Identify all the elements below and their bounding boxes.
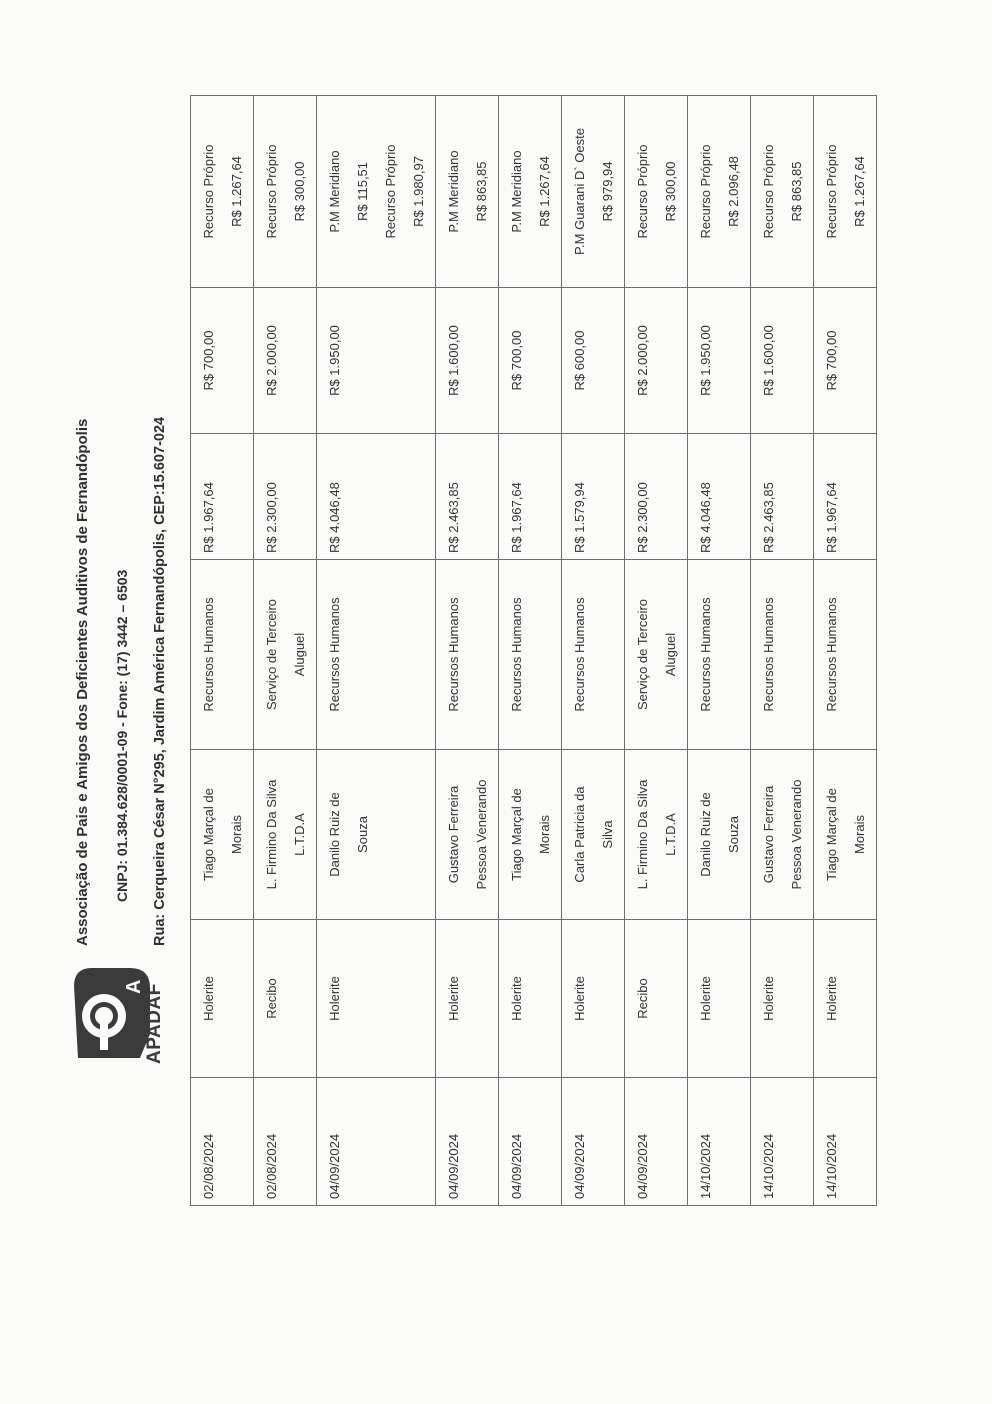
payee-cell bbox=[751, 750, 814, 920]
table-row bbox=[499, 96, 562, 1206]
payee-cell-line: Pessoa Venerando bbox=[474, 779, 489, 890]
funding-source-cell-line: R$ 300,00 bbox=[663, 161, 678, 222]
table-body bbox=[191, 96, 877, 1206]
funding-source-cell-line: R$ 1.267,64 bbox=[537, 156, 552, 227]
payee-cell-line: L. Firmino Da Silva bbox=[264, 779, 279, 890]
payee-cell-line: Danilo Ruiz de bbox=[327, 792, 342, 877]
category-cell bbox=[317, 560, 436, 750]
amount-cell: R$ 2.000,00 bbox=[254, 288, 317, 434]
category-cell-line: Recursos Humanos bbox=[201, 597, 216, 712]
funding-source-cell-line: R$ 115,51 bbox=[355, 161, 370, 222]
category-cell bbox=[562, 560, 625, 750]
letterhead bbox=[64, 214, 174, 1064]
total-cell: R$ 1.579,94 bbox=[562, 434, 625, 560]
category-cell-line: Aluguel bbox=[663, 632, 678, 677]
date-cell: 02/08/2024 bbox=[254, 1078, 317, 1206]
table-row bbox=[191, 96, 254, 1206]
funding-source-cell bbox=[191, 96, 254, 288]
payee-cell-line: Tiago Marçal de bbox=[509, 788, 524, 881]
document-type-cell: Holerite bbox=[562, 920, 625, 1078]
funding-source-cell-line: P.M Meridiano bbox=[446, 150, 461, 233]
date-cell: 14/10/2024 bbox=[688, 1078, 751, 1206]
funding-source-cell bbox=[254, 96, 317, 288]
funding-source-cell-line: Recurso Próprio bbox=[264, 144, 279, 239]
payee-cell-line: Tiago Marçal de bbox=[201, 788, 216, 881]
total-cell: R$ 1.967,64 bbox=[814, 434, 877, 560]
payee-cell-line: L. Firmino Da Silva bbox=[635, 779, 650, 890]
total-cell: R$ 1.967,64 bbox=[191, 434, 254, 560]
category-cell-line: Recursos Humanos bbox=[446, 597, 461, 712]
payee-cell-line: Morais bbox=[537, 815, 552, 855]
payee-cell-line: L.T.D.A bbox=[292, 813, 307, 856]
table-row bbox=[436, 96, 499, 1206]
funding-source-cell-line: Recurso Próprio bbox=[761, 144, 776, 239]
table-row bbox=[688, 96, 751, 1206]
table-row bbox=[254, 96, 317, 1206]
category-cell-line: Recursos Humanos bbox=[572, 597, 587, 712]
date-cell: 04/09/2024 bbox=[317, 1078, 436, 1206]
date-cell: 14/10/2024 bbox=[751, 1078, 814, 1206]
total-cell: R$ 2.463,85 bbox=[436, 434, 499, 560]
payee-cell-line: Morais bbox=[229, 815, 244, 855]
funding-source-cell bbox=[499, 96, 562, 288]
payee-cell bbox=[317, 750, 436, 920]
payee-cell bbox=[814, 750, 877, 920]
amount-cell: R$ 1.950,00 bbox=[688, 288, 751, 434]
total-cell: R$ 2.463,85 bbox=[751, 434, 814, 560]
payee-cell-line: Danilo Ruiz de bbox=[698, 792, 713, 877]
payee-cell bbox=[625, 750, 688, 920]
address: Rua: Cerqueira César N°295, Jardim América Fernandópolis, CEP:15.607-024 bbox=[152, 416, 168, 946]
payee-cell bbox=[191, 750, 254, 920]
category-cell bbox=[625, 560, 688, 750]
amount-cell: R$ 700,00 bbox=[814, 288, 877, 434]
category-cell-line: Recursos Humanos bbox=[509, 597, 524, 712]
category-cell-line: Recursos Humanos bbox=[698, 597, 713, 712]
funding-source-cell-line: R$ 300,00 bbox=[292, 161, 307, 222]
funding-source-cell-line: R$ 2.096,48 bbox=[726, 156, 741, 227]
category-cell bbox=[814, 560, 877, 750]
total-cell: R$ 4.046,48 bbox=[688, 434, 751, 560]
funding-source-cell-line: Recurso Próprio bbox=[824, 144, 839, 239]
amount-cell: R$ 1.600,00 bbox=[751, 288, 814, 434]
document-type-cell: Holerite bbox=[436, 920, 499, 1078]
funding-source-cell bbox=[317, 96, 436, 288]
payee-cell-line: L.T.D.A bbox=[663, 813, 678, 856]
payee-cell-line: Souza bbox=[355, 816, 370, 853]
payee-cell bbox=[562, 750, 625, 920]
funding-source-cell-line: P.M Meridiano bbox=[327, 150, 342, 233]
funding-source-cell-line: P.M Guarani D` Oeste bbox=[572, 128, 587, 255]
funding-source-cell-line: P.M Meridiano bbox=[509, 150, 524, 233]
funding-source-cell bbox=[814, 96, 877, 288]
category-cell bbox=[254, 560, 317, 750]
funding-source-cell-line: R$ 979,94 bbox=[600, 161, 615, 222]
date-cell: 04/09/2024 bbox=[499, 1078, 562, 1206]
funding-source-cell-line: R$ 1.267,64 bbox=[852, 156, 867, 227]
amount-cell: R$ 700,00 bbox=[499, 288, 562, 434]
category-cell-line: Recursos Humanos bbox=[761, 597, 776, 712]
amount-cell: R$ 600,00 bbox=[562, 288, 625, 434]
amount-cell: R$ 1.600,00 bbox=[436, 288, 499, 434]
total-cell: R$ 4.046,48 bbox=[317, 434, 436, 560]
logo-letter: A bbox=[123, 979, 145, 994]
funding-source-cell bbox=[625, 96, 688, 288]
category-cell bbox=[499, 560, 562, 750]
funding-source-cell-line: R$ 1.980,97 bbox=[411, 156, 426, 227]
category-cell-line: Serviço de Terceiro bbox=[635, 598, 650, 711]
funding-source-cell-line: Recurso Próprio bbox=[698, 144, 713, 239]
payee-cell-line: Pessoa Venerando bbox=[789, 779, 804, 890]
amount-cell: R$ 1.950,00 bbox=[317, 288, 436, 434]
expense-table bbox=[190, 95, 877, 1206]
date-cell: 14/10/2024 bbox=[814, 1078, 877, 1206]
date-cell: 04/09/2024 bbox=[625, 1078, 688, 1206]
payee-cell bbox=[499, 750, 562, 920]
payee-cell-line: Morais bbox=[852, 815, 867, 855]
cnpj-phone: CNPJ: 01.384.628/0001-09 - Fone: (17) 3442 – 6503 bbox=[114, 569, 130, 902]
table-row bbox=[562, 96, 625, 1206]
table-row bbox=[625, 96, 688, 1206]
funding-source-cell-line: R$ 1.267,64 bbox=[229, 156, 244, 227]
document-type-cell: Holerite bbox=[499, 920, 562, 1078]
total-cell: R$ 2.300,00 bbox=[625, 434, 688, 560]
date-cell: 04/09/2024 bbox=[436, 1078, 499, 1206]
payee-cell-line: Gustavo Ferreira bbox=[446, 785, 461, 884]
payee-cell-line: Silva bbox=[600, 820, 615, 849]
funding-source-cell-line: R$ 863,85 bbox=[474, 161, 489, 222]
funding-source-cell bbox=[562, 96, 625, 288]
payee-cell bbox=[254, 750, 317, 920]
category-cell bbox=[688, 560, 751, 750]
table-row bbox=[317, 96, 436, 1206]
category-cell bbox=[751, 560, 814, 750]
total-cell: R$ 2.300,00 bbox=[254, 434, 317, 560]
date-cell: 04/09/2024 bbox=[562, 1078, 625, 1206]
funding-source-cell-line: Recurso Próprio bbox=[635, 144, 650, 239]
payee-cell-line: Tiago Marçal de bbox=[824, 788, 839, 881]
category-cell-line: Aluguel bbox=[292, 632, 307, 677]
funding-source-cell bbox=[688, 96, 751, 288]
document-type-cell: Holerite bbox=[688, 920, 751, 1078]
amount-cell: R$ 2.000,00 bbox=[625, 288, 688, 434]
association-name: Associação de Pais e Amigos dos Deficientes Auditivos de Fernandópolis bbox=[74, 418, 91, 946]
category-cell-line: Recursos Humanos bbox=[824, 597, 839, 712]
funding-source-cell bbox=[436, 96, 499, 288]
document-type-cell: Recibo bbox=[625, 920, 688, 1078]
funding-source-cell-line: Recurso Próprio bbox=[201, 144, 216, 239]
category-cell bbox=[191, 560, 254, 750]
payee-cell bbox=[436, 750, 499, 920]
funding-source-cell bbox=[751, 96, 814, 288]
logo-wordmark: APADAF bbox=[144, 983, 165, 1064]
funding-source-cell-line: R$ 863,85 bbox=[789, 161, 804, 222]
category-cell-line: Recursos Humanos bbox=[327, 597, 342, 712]
document-type-cell: Holerite bbox=[317, 920, 436, 1078]
table-row bbox=[751, 96, 814, 1206]
document-type-cell: Recibo bbox=[254, 920, 317, 1078]
payee-cell-line: Carla Patricia da bbox=[572, 786, 587, 883]
category-cell-line: Serviço de Terceiro bbox=[264, 598, 279, 711]
payee-cell-line: Gustavo Ferreira bbox=[761, 785, 776, 884]
total-cell: R$ 1.967,64 bbox=[499, 434, 562, 560]
payee-cell-line: Souza bbox=[726, 816, 741, 853]
document-type-cell: Holerite bbox=[814, 920, 877, 1078]
document-type-cell: Holerite bbox=[751, 920, 814, 1078]
document-type-cell: Holerite bbox=[191, 920, 254, 1078]
amount-cell: R$ 700,00 bbox=[191, 288, 254, 434]
funding-source-cell-line: Recurso Próprio bbox=[383, 144, 398, 239]
category-cell bbox=[436, 560, 499, 750]
table-row bbox=[814, 96, 877, 1206]
payee-cell bbox=[688, 750, 751, 920]
date-cell: 02/08/2024 bbox=[191, 1078, 254, 1206]
